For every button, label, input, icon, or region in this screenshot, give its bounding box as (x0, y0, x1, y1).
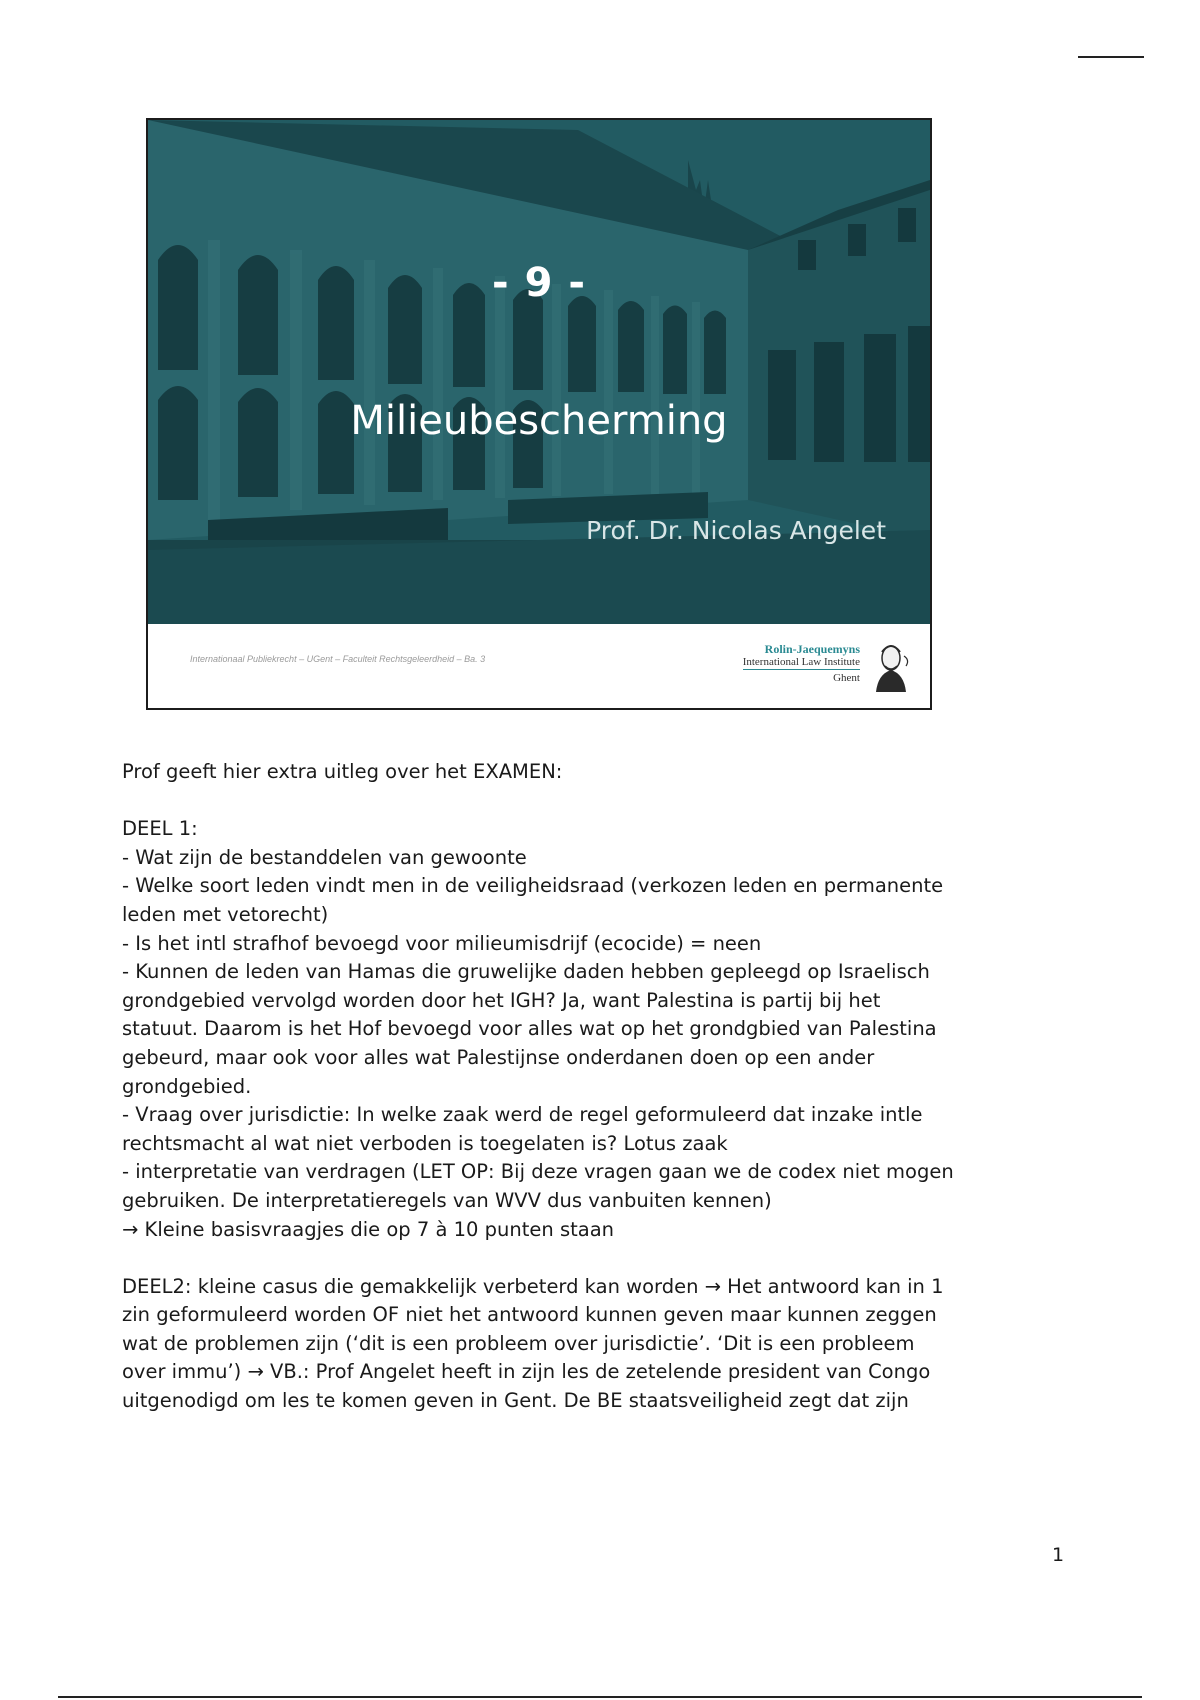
building-illustration (148, 120, 930, 624)
slide-author: Prof. Dr. Nicolas Angelet (586, 516, 886, 545)
notes-intro: Prof geeft hier extra uitleg over het EXAMEN: (122, 760, 563, 783)
deel2-line: DEEL2: kleine casus die gemakkelijk verbeterd kan worden → Het antwoord kan in 1 (122, 1274, 944, 1298)
slide-footer-text: Internationaal Publiekrecht – UGent – Faculteit Rechtsgeleerdheid – Ba. 3 (190, 654, 486, 664)
deel1-line: - Kunnen de leden van Hamas die gruwelijke daden hebben gepleegd op Israelisch (122, 960, 930, 984)
deel1-line: rechtsmacht al wat niet verboden is toegelaten is? Lotus zaak (122, 1131, 728, 1155)
header-rule (1078, 56, 1144, 58)
institute-logo (716, 634, 916, 700)
institute-name: Rolin-Jaequemyns (764, 642, 860, 656)
deel1-line: gebeurd, maar ook voor alles wat Palestijnse onderdanen doen op een ander (122, 1045, 875, 1069)
slide-chapter-number: - 9 - (492, 260, 586, 306)
deel1-line: grondgebied. (122, 1074, 252, 1098)
page-number: 1 (1052, 1544, 1065, 1566)
deel1-line: - Vraag over jurisdictie: In welke zaak werd de regel geformuleerd dat inzake intle (122, 1103, 923, 1127)
deel1-line: - Wat zijn de bestanddelen van gewoonte (122, 845, 527, 869)
portrait-icon (866, 636, 916, 694)
institute-city: Ghent (833, 672, 860, 684)
deel1-line: - Welke soort leden vindt men in de veiligheidsraad (verkozen leden en permanente (122, 874, 944, 898)
deel1-line: leden met vetorecht) (122, 902, 329, 926)
deel1-summary: → Kleine basisvraagjes die op 7 à 10 punten staan (122, 1217, 615, 1241)
notes-body (122, 758, 982, 1416)
deel1-line: - interpretatie van verdragen (LET OP: Bij deze vragen gaan we de codex niet mogen (122, 1160, 954, 1184)
deel1-line: statuut. Daarom is het Hof bevoegd voor alles wat op het grondgbied van Palestina (122, 1017, 937, 1041)
deel1-line: grondgebied vervolgd worden door het IGH? Ja, want Palestina is partij bij het (122, 988, 881, 1012)
deel1-line: gebruiken. De interpretatieregels van WVV dus vanbuiten kennen) (122, 1188, 772, 1212)
deel2-line: over immu’) → VB.: Prof Angelet heeft in zijn les de zetelende president van Congo (122, 1360, 931, 1384)
slide-background-photo (148, 120, 930, 624)
deel1-heading: DEEL 1: (122, 817, 198, 841)
slide-title: Milieubescherming (350, 398, 728, 444)
deel2-line: zin geformuleerd worden OF niet het antwoord kunnen geven maar kunnen zeggen (122, 1303, 937, 1327)
footer-rule (58, 1696, 1142, 1698)
institute-subtitle: International Law Institute (742, 656, 860, 668)
deel2-line: wat de problemen zijn (‘dit is een probleem over jurisdictie’. ‘Dit is een probleem (122, 1331, 915, 1355)
slide-thumbnail (146, 118, 932, 710)
deel1-line: - Is het intl strafhof bevoegd voor milieumisdrijf (ecocide) = neen (122, 931, 762, 955)
slide-footer (148, 624, 930, 708)
deel2-line: uitgenodigd om les te komen geven in Gent. De BE staatsveiligheid zegt dat zijn (122, 1389, 909, 1413)
